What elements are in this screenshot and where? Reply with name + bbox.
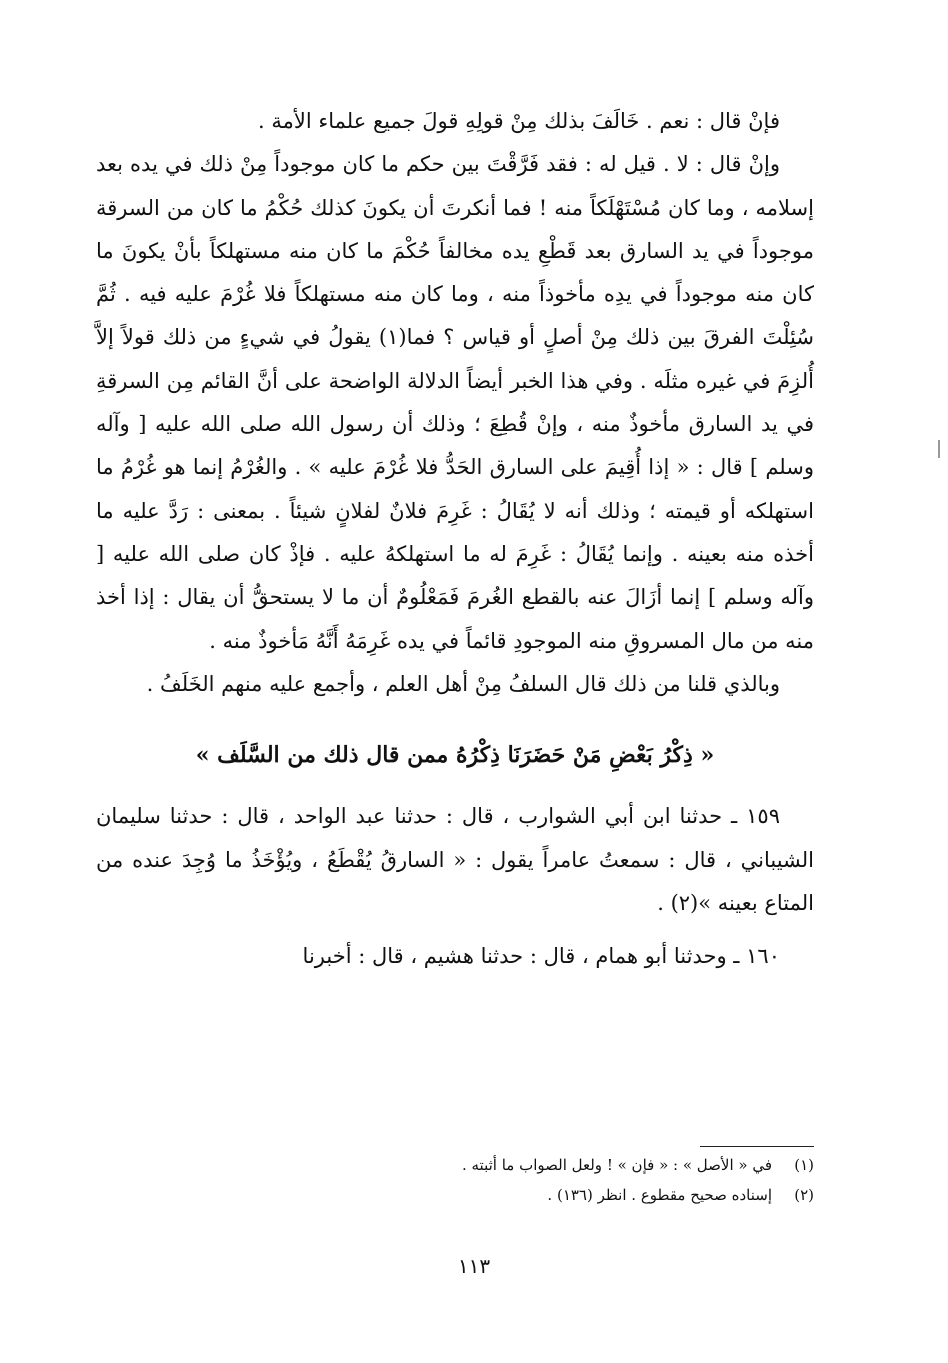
- paragraph-1: فإنْ قال : نعم . خَالَفَ بذلك مِنْ قولِهِ قولَ جميع علماء الأمة .: [258, 109, 780, 133]
- hadith-159: [96, 795, 814, 925]
- main-text: [96, 100, 814, 979]
- footnote-number: (٢): [794, 1186, 814, 1204]
- paragraph-3: وبالذي قلنا من ذلك قال السلفُ مِنْ أهل العلم ، وأجمع عليه منهم الخَلَفُ .: [146, 671, 780, 696]
- hadith-text: ـ وحدثنا أبو همام ، قال : حدثنا هشيم ، قال : أخبرنا: [302, 944, 740, 969]
- paragraph-2: وإنْ قال : لا . قيل له : فقد فَرَّقْتَ بين حكم ما كان موجوداً مِنْ ذلك في يده بعد إسلامه ، وما كان مُسْتَهْلَكاً منه ! فما أنكرتَ أن يكونَ كذلك حُكْمُ ما كان من السرقة موجوداً في يد السارق بعد قَطْعِ يده مخالفاً حُكْمَ ما كان منه مستهلكاً بأنْ يكونَ ما كان منه موجوداً في يدِه مأخوذاً منه ، وما كان منه مستهلكاً فلا غُرْمَ عليه فيه . ثُمَّ سُئِلْتَ الفرقَ بين ذلك مِنْ أصلٍ أو قياس ؟ فما(١) يقولُ في شيءٍ من ذلك قولاً إلاَّ أُلزِمَ في غيره مثلَه . وفي هذا الخبر أيضاً الدلالة الواضحة على أنَّ القائم مِن السرقةِ في يد السارق مأخوذٌ منه ، وإنْ قُطِعَ ؛ وذلك أن رسول الله صلى الله عليه [ وآله وسلم ] قال : « إذا أُقِيمَ على السارق الحَدُّ فلا غُرْمَ عليه » . والغُرْمُ إنما هو غُرْمُ ما استهلكه أو قيمته ؛ وذلك أنه لا يُقَالُ : غَرِمَ فلانٌ لفلانٍ شيئاً . بمعنى : رَدَّ عليه ما أخذه منه بعينه . وإنما يُقَالُ : غَرِمَ له ما استهلكهُ عليه . فإذْ كان صلى الله عليه [ وآله وسلم ] إنما أزَالَ عنه بالقطع الغُرمَ فَمَعْلُومٌ أن ما لا يستحقُّ أن يقال : إذا أخذ منه من مال المسروقِ منه الموجودِ قائماً في يده غَرِمَهُ أَنَّهُ مَأخوذٌ منه .: [96, 152, 814, 653]
- footnote-number: (١): [794, 1156, 814, 1174]
- footnotes: [96, 1150, 814, 1210]
- footnote-2: [96, 1180, 814, 1210]
- footnote-text: إسناده صحيح مقطوع . انظر (١٣٦) .: [547, 1186, 772, 1204]
- section-heading: « ذِكْرُ بَعْضِ مَنْ حَضَرَنَا ذِكْرُهُ ممن قال ذلك من السَّلَف »: [195, 742, 715, 769]
- footnote-divider: [700, 1146, 814, 1147]
- hadith-number: ١٦٠: [746, 944, 780, 969]
- hadith-text: ـ حدثنا ابن أبي الشوارب ، قال : حدثنا عبد الواحد ، قال : حدثنا سليمان الشيباني ، قال : سمعتُ عامراً يقول : « السارقُ يُقْطَعُ ، ويُؤْخَذُ ما وُجِدَ عنده من المتاع بعينه »(٢) .: [96, 804, 814, 916]
- hadith-number: ١٥٩: [746, 804, 780, 829]
- hadith-160: [96, 935, 814, 978]
- scan-mark: [938, 440, 940, 458]
- page-number: ١١٣: [457, 1254, 491, 1278]
- footnote-text: في « الأصل » : « فإن » ! ولعل الصواب ما أثبته .: [461, 1156, 772, 1174]
- footnote-1: [96, 1150, 814, 1180]
